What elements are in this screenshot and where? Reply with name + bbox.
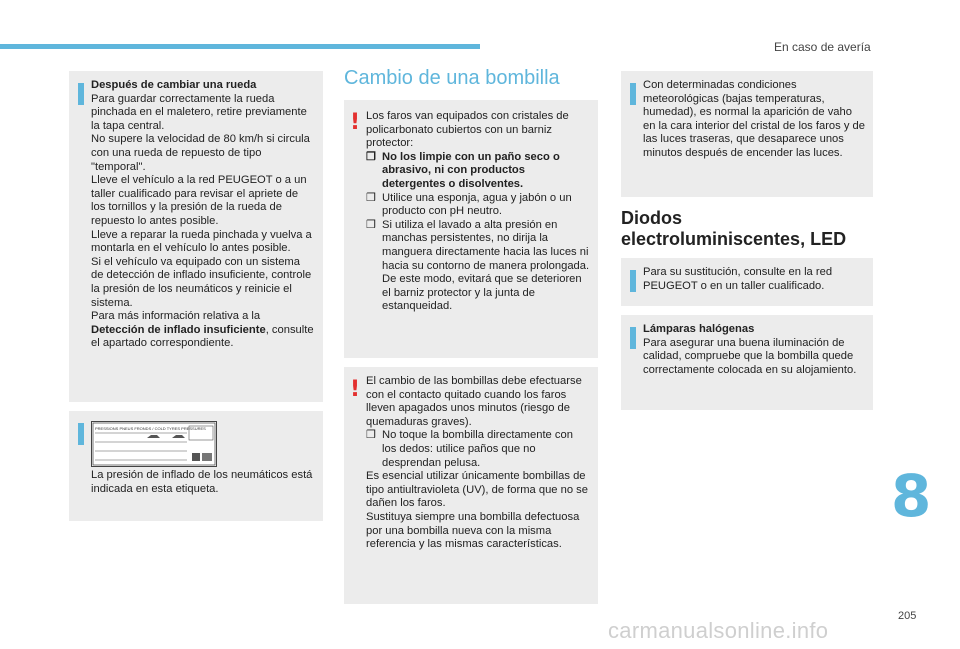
list-item: ❒ Utilice una esponja, agua y jabón o un producto con pH neutro.	[366, 191, 572, 218]
info-box-condensation	[621, 71, 873, 197]
checkbox-bullet-icon: ❒	[366, 191, 377, 204]
info-box-halogen	[621, 315, 873, 410]
page-number: 205	[898, 610, 917, 622]
paragraph: Con determinadas condiciones meteorológicas (bajas temperaturas, humedad), es normal la aparición de vaho en la cara interior del cristal de los faros y de las luces traseras, que desaparece unos minutos después de encender las luces.	[643, 79, 865, 159]
info-box-text	[91, 79, 315, 351]
warning-box-bulb-change	[344, 367, 598, 604]
paragraph: Sustituya siempre una bombilla defectuosa por una bombilla nueva con la misma referencia y las mismas características.	[366, 510, 580, 551]
info-box-after-wheel-change	[69, 71, 323, 402]
paragraph: El cambio de las bombillas debe efectuarse con el contacto quitado cuando los faros lleven apagados unos minutos (riesgo de quemaduras graves).	[366, 375, 582, 428]
paragraph: Para asegurar una buena iluminación de calidad, compruebe que la bombilla quede correctamente colocada en su alojamiento.	[643, 336, 857, 376]
watermark: carmanualsonline.info	[608, 618, 829, 643]
chapter-number: 8	[891, 462, 932, 530]
checkbox-bullet-icon: ❒	[366, 429, 377, 442]
list-item: ❒ No los limpie con un paño seco o abrasivo, ni con productos detergentes o disolventes.	[366, 150, 560, 190]
info-box-tyre-label	[69, 411, 323, 521]
list-item: ❒ Si utiliza el lavado a alta presión en manchas persistentes, no dirija la manguera directamente hacia las luces ni hacia su contorno de manera prolongada. De este modo, evitará que se deterioren el barniz protector y la junta de estanqueidad.	[366, 218, 590, 313]
info-icon	[630, 270, 636, 292]
checkbox-bullet-icon: ❒	[366, 218, 377, 231]
checkbox-bullet-icon: ❒	[366, 150, 377, 163]
warning-box-text	[366, 375, 590, 552]
warning-box-headlamp-care	[344, 100, 598, 358]
info-icon	[78, 423, 84, 445]
paragraph: La presión de inflado de los neumáticos está indicada en esta etiqueta.	[91, 469, 313, 495]
list-item: ❒ No toque la bombilla directamente con los dedos: utilice paños que no desprendan pelusa.	[366, 429, 573, 469]
paragraph: Lleve el vehículo a la red PEUGEOT o a un taller cualificado para revisar el apriete de los tornillos y la presión de la rueda de repuesto lo antes posible.	[91, 174, 307, 227]
label-header-text: PRESSIONS PNEUS FRONDS / COLD TYRES PRESSURES	[95, 426, 206, 431]
paragraph: Es esencial utilizar únicamente bombillas de tipo antiultravioleta (UV), de forma que no se dañen los faros.	[366, 470, 589, 510]
section-title: En caso de avería	[774, 40, 871, 54]
paragraph: Para su sustitución, consulte en la red PEUGEOT o en un taller cualificado.	[643, 266, 833, 292]
section-heading: Diodos electroluminiscentes, LED	[621, 208, 847, 249]
warning-box-text	[366, 110, 590, 314]
box-title: Lámparas halógenas	[643, 323, 755, 335]
info-icon	[630, 327, 636, 349]
paragraph: Si el vehículo va equipado con un sistema de detección de inflado insuficiente, controle la presión de los neumáticos y reinicie el sistema.	[91, 255, 312, 309]
tyre-pressure-label-image	[91, 421, 217, 467]
paragraph: No supere la velocidad de 80 km/h si circula con una rueda de repuesto de tipo "temporal".	[91, 133, 310, 173]
info-icon	[630, 83, 636, 105]
exclamation-icon: !	[350, 110, 361, 135]
paragraph: Los faros van equipados con cristales de policarbonato cubiertos con un barniz protector:	[366, 110, 569, 150]
info-box-text	[643, 323, 865, 377]
section-heading: Cambio de una bombilla	[344, 67, 560, 89]
paragraph: Lleve a reparar la rueda pinchada y vuelva a montarla en el vehículo lo antes posible.	[91, 228, 312, 255]
feature-link-text: Detección de inflado insuficiente	[91, 323, 266, 336]
box-title: Después de cambiar una rueda	[91, 79, 257, 91]
info-icon	[78, 83, 84, 105]
paragraph: Para más información relativa a la Detección de inflado insuficiente, consulte el apartado correspondiente.	[91, 310, 314, 350]
info-box-text	[643, 79, 865, 161]
header-accent-bar	[0, 44, 480, 49]
info-box-text	[91, 469, 315, 496]
paragraph: Para guardar correctamente la rueda pinchada en el maletero, retire previamente la tapa central.	[91, 92, 307, 132]
info-box-text	[643, 266, 865, 293]
exclamation-icon: !	[350, 377, 361, 402]
info-box-led	[621, 258, 873, 306]
